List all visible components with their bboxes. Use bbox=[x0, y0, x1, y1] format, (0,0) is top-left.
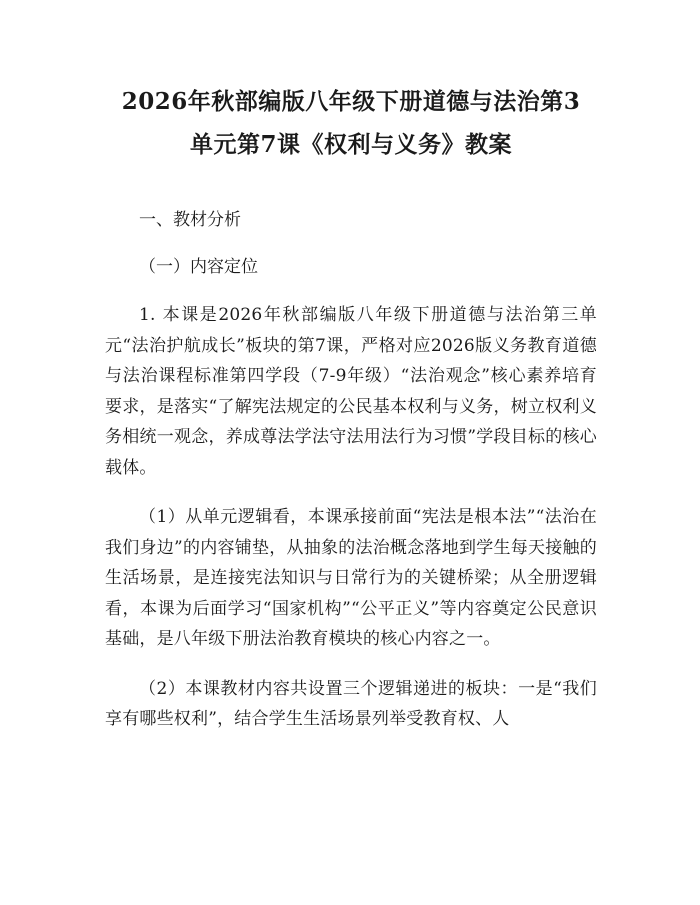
document-title bbox=[105, 80, 597, 166]
paragraph-1: 1. 本课是2026年秋部编版八年级下册道德与法治第三单元“法治护航成长”板块的第7课，严格对应2026版义务教育道德与法治课程标准第四学段（7-9年级）“法治观念”核心素养培育要求，是落实“了解宪法规定的公民基本权利与义务，树立权利义务相统一观念，养成尊法学法守法用法行为习惯”学段目标的核心载体。 bbox=[105, 305, 597, 478]
subsection-heading-content-positioning: （一）内容定位 bbox=[139, 257, 258, 277]
paragraph-3: （2）本课教材内容共设置三个逻辑递进的板块：一是“我们享有哪些权利”，结合学生生活场景列举受教育权、人 bbox=[105, 678, 597, 729]
paragraph-2: （1）从单元逻辑看，本课承接前面“宪法是根本法”“法治在我们身边”的内容铺垫，从抽象的法治概念落地到学生每天接触的生活场景，是连接宪法知识与日常行为的关键桥梁；从全册逻辑看，本课为后面学习“国家机构”“公平正义”等内容奠定公民意识基础，是八年级下册法治教育模块的核心内容之一。 bbox=[105, 507, 597, 649]
title-line-2: 单元第7课《权利与义务》教案 bbox=[189, 131, 512, 158]
title-line-1: 2026年秋部编版八年级下册道德与法治第3 bbox=[121, 88, 581, 115]
section-heading-textbook-analysis: 一、教材分析 bbox=[139, 210, 241, 230]
